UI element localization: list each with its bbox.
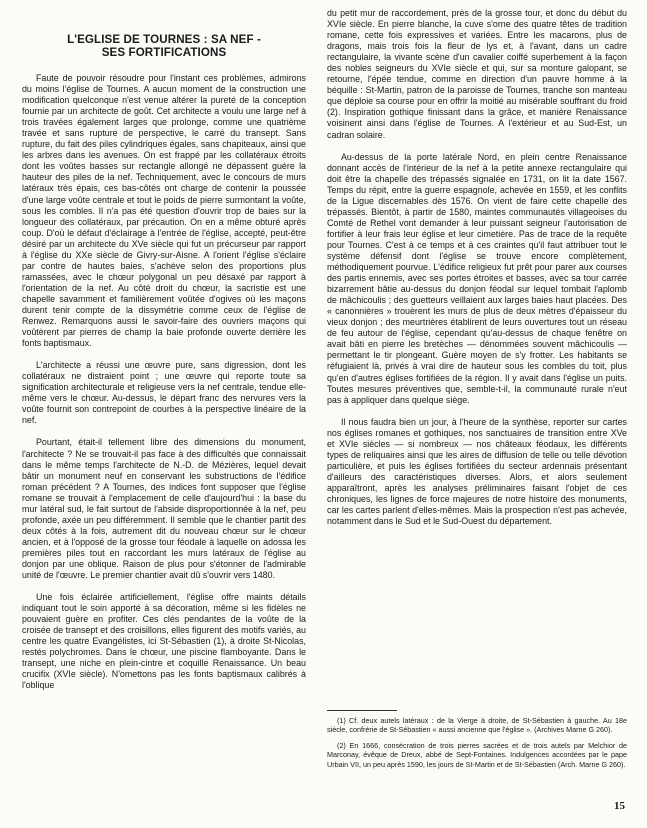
- paragraph: Il nous faudra bien un jour, à l'heure de la synthèse, reporter sur cartes nos églises romanes et gothiques, nos sanctuaires de transition entre XVe et XVIe siècles — si nombreux — nos châteaux féodaux, les différents types de reliquaires ainsi que les aires de diffusion de telle ou telle dévotion particulière, et puis les églises fortifiées du secteur ardennais présentant d'ailleurs des caractéristiques diverses. Alors, et alors seulement apparaîtront, après les analyses préliminaires faisant l'objet de ces chroniques, les lignes de force majeures de notre histoire des monuments, car les cartes parlent d'elles-mêmes. Mais la prospection n'est pas achevée, notamment dans le Sud et le Sud-Ouest du département.: [327, 416, 627, 527]
- paragraph: Pourtant, était-il tellement libre des dimensions du monument, l'architecte ? Ne se trouvait-il pas face à des difficultés que connaissait dans le même temps l'architecte de N.-D. de Mézières, lequel devait bâtir un monument neuf en conservant les substructions de l'édifice roman précédent ? A Tournes, des indices font supposer que l'église romane se trouvait à l'emplacement de celle d'aujourd'hui : la base du mur latéral sud, le fait surtout de l'abside disproportionnée à la nef, peu profonde, axée un peu différemment. Il semble que le chantier partit des deux côtés à la fois, autrement dit du nouveau chœur sur le chœur ancien, et à l'opposé de la grosse tour féodale à laquelle on adossa les premières piles tout en raccordant les murs latéraux de l'église au donjon par une oblique. Raison de plus pour s'étonner de l'admirable unité de l'œuvre. Le premier chantier avait dû s'ouvrir vers 1480.: [22, 437, 306, 581]
- left-column: [22, 33, 306, 702]
- paragraph: Faute de pouvoir résoudre pour l'instant ces problèmes, admirons du moins l'église de Tournes. A aucun moment de la construction une modification quelconque n'est venue altérer la pureté de la conception fournie par un architecte de goût. Cet architecte a voulu une large nef à trois travées également larges que prolonge, comme une quatrième travée et sans rupture de perspective, le carré du transept. Sans rupture, du fait des piles cylindriques égales, sans chapiteaux, ainsi que les arbres dans les avenues. On est frappé par les collatéraux étroits dont les voûtes basses sur rectangle allongé ne dépassent guère la hauteur des piles de la nef. Techniquement, avec le concours de murs latéraux très épais, ces bas-côtés ont charge de contenir la poussée d'une large voûte centrale et tout le poids de pierre surmontant la voûte, sous les combles. Il n'a pas été question d'ouvrir trop de baies sur la longueur des collatéraux, par précaution. On en a même obturé après coup. D'où le défaut d'éclairage à l'entrée de l'église, accepté, peut-être désiré par un architecte du XVe siècle qui fut un précurseur par rapport à l'église du XXe siècle de Givry-sur-Aisne. A l'orient l'église s'éclaire par contre de hautes baies, s'achève selon des proportions plus ramassées, avec le chœur polygonal un peu désaxé par rapport à l'orientation de la nef. Au côté droit du chœur, la sacristie est une chapelle savamment et familièrement voûtée d'ogives où les maçons durent tenir compte de la dissymétrie comme ceux de l'église de Renwez. Remarquons aussi le savoir-faire des ouvriers maçons qui voûtèrent par pierres de champ la baie profonde ouverte derrière les fonts baptismaux.: [22, 73, 306, 349]
- right-column: [327, 8, 627, 538]
- footnote: (2) En 1666, consécration de trois pierres sacrées et de trois autels par Melchior de Marconay, évêque de Dreux, abbé de Sept-Fontaines. Indulgences accordées par le pape Urbain VII, un peu après 1590, les jours de St-Martin et de St-Sébastien (Arch. Marne G 260).: [327, 740, 627, 769]
- title-line-1: L'EGLISE DE TOURNES : SA NEF -: [67, 33, 261, 46]
- article-title: [22, 33, 306, 59]
- footnote-divider: [327, 710, 397, 711]
- title-line-2: SES FORTIFICATIONS: [101, 46, 227, 59]
- footnote: (1) Cf. deux autels latéraux : de la Vierge à droite, de St-Sébastien à gauche. Au 18e siècle, confrérie de St-Sébastien « aussi ancienne que l'église ». (Archives Marne G 260).: [327, 716, 627, 735]
- paragraph: L'architecte a réussi une œuvre pure, sans digression, dont les collatéraux ne distraient point ; une œuvre qui reporte toute sa signification architecturale et religieuse vers la nef centrale, tendue elle-même vers le chœur. Au-dessus, le départ franc des nervures vers la voûte fournit son contrepoint de courbes à la perspective linéaire de la nef.: [22, 360, 306, 426]
- paragraph: du petit mur de raccordement, près de la grosse tour, et donc du début du XVIe siècle. En pierre blanche, la cuve s'orne des quatre têtes de tradition romane, cette fois expressives et variées. Entre les macarons, plus de dragons, mais trois fois la fleur de lys et, à l'avant, dans un cadre rectangulaire, la vivante scène d'un cavalier coiffé superbement à la façon des nobles seigneurs du XVIe siècle et qui, sur sa monture galopant, se retourne, l'épée tendue, comme en direction d'un pauvre homme à la béquille : St-Martin, patron de la paroisse de Tournes, tranche son manteau que déploie sa course pour en offrir la moitié au misérable souffrant du froid (2). Inspiration gothique finissant dans la grâce, et manière Renaissance voisinent ainsi dans l'église de Tournes. A l'extérieur et au Sud-Est, un cadran solaire.: [327, 8, 627, 140]
- page-number: 15: [614, 800, 625, 812]
- paragraph: Au-dessus de la porte latérale Nord, en plein centre Renaissance donnant accès de l'intérieur de la nef à la petite annexe rectangulaire qui doit être la chapelle des trépassés signalée en 1731, on lit la date 1567. Temps du répit, entre la guerre espagnole, achevée en 1559, et les conflits de la Ligue discernables dès 1576. On vient de faire cette chapelle des trépassés. Bientôt, à partir de 1580, maintes communautés villageoises du Comté de Rethel vont demander à leur puissant seigneur l'autorisation de fortifier à leur frais leur église et leur cimetière. Pas de trace de la requête pour Tournes. C'est à ce temps et à ces craintes qu'il faut attribuer tout le système défensif dont l'église se trouve encore complètement, méthodiquement pourvue. L'édifice religieux fut prêt pour parer aux courses des partis ennemis, avec ses portes étroites et basses, avec sa tour carrée bizarrement bâtie au-dessus du donjon féodal sur lequel tombait l'aplomb de mâchicoulis ; des guetteurs veillaient aux larges baies haut placées. Des « canonnières » trouèrent les murs de plus de deux mètres d'épaisseur du vieux donjon ; des meurtrières établirent de leurs ouvertures tout un réseau de feu autour de l'église, cependant qu'au-dessus de chaque fenêtre on avait bâti en pierre les bretèches — dénommées souvent mâchicoulis — permettant le tir plongeant. Guère moyen de s'y frotter. Les habitants se réfugiaient là, privés à vrai dire de hauteur sous les combles du toit, plus qu'en d'autres églises fortifiées de la région. Il y avait dans l'église un puits. Toutes mesures préventives que, semble-t-il, la communauté rurale n'eut pas à appliquer dans quelque siège.: [327, 151, 627, 405]
- paragraph: Une fois éclairée artificiellement, l'église offre maints détails indiquant tout le soin apporté à sa décoration, même si les fidèles ne pouvaient guère en profiter. Ces clés pendantes de la voûte de la croisée de transept et des croisillons, elles figurent des motifs variés, au centre les quatre Evangélistes, ici St-Sébastien (1), à droite St-Nicolas, restés polychromes. Dans le chœur, une piscine flamboyante. Dans le transept, une niche en plein-cintre et coquille Renaissance. Un beau crucifix (XVIe siècle). N'omettons pas les fonts baptismaux calibrés à l'oblique: [22, 592, 306, 691]
- footnotes: [327, 716, 627, 775]
